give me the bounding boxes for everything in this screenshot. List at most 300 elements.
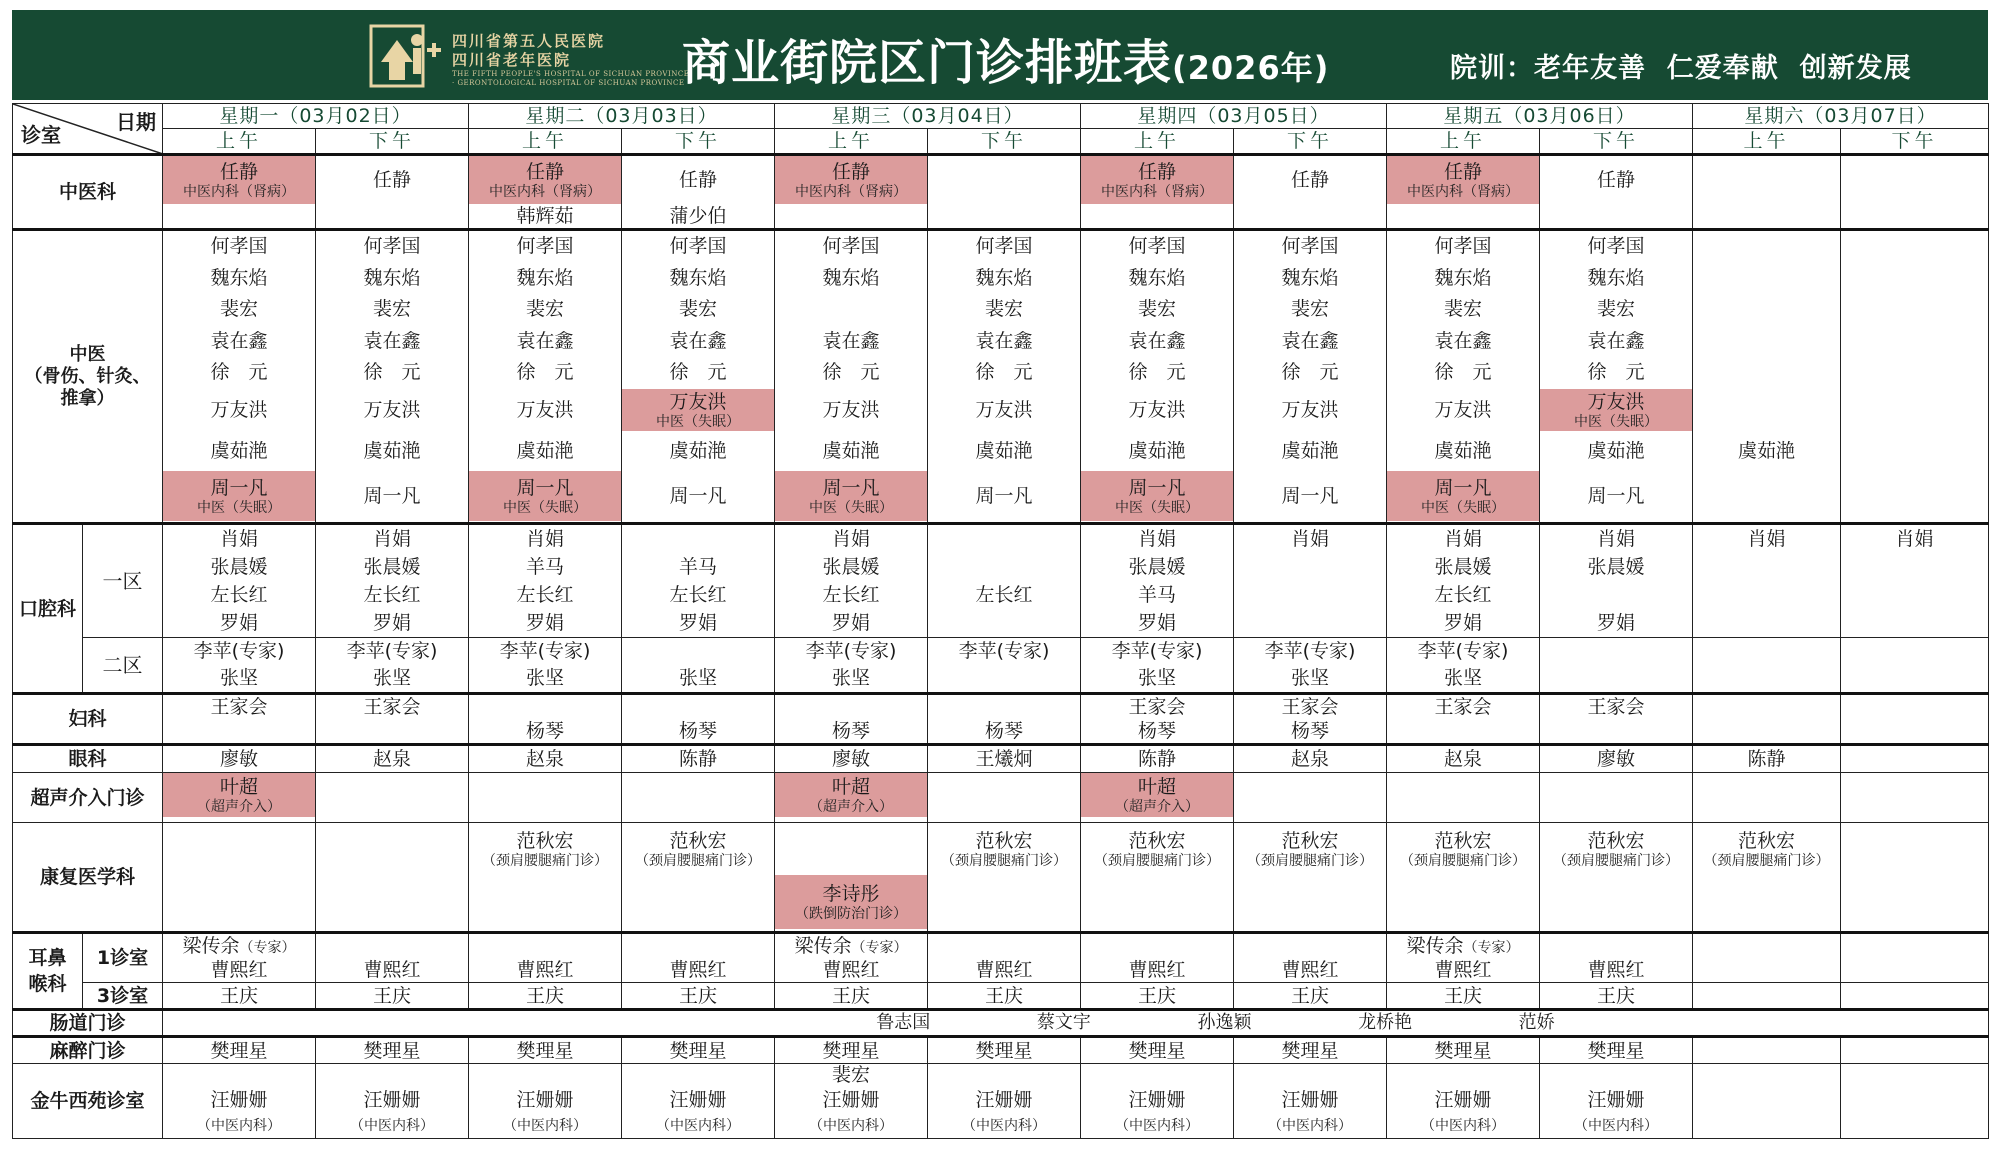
doctor-name: 肖娟 bbox=[1137, 528, 1176, 550]
doctor-block bbox=[316, 553, 468, 581]
schedule-cell bbox=[1081, 694, 1234, 745]
schedule-cell bbox=[1693, 638, 1841, 694]
doctor-block bbox=[316, 231, 468, 263]
doctor-block bbox=[1693, 389, 1840, 431]
doctor-block bbox=[316, 1064, 468, 1086]
doctor-name: 肖娟 bbox=[525, 528, 564, 550]
doctor-name: 杨琴 bbox=[678, 720, 717, 742]
doctor-name: 万友洪 bbox=[1434, 398, 1492, 421]
doctor-block bbox=[1081, 638, 1233, 665]
doctor-name: 袁在鑫 bbox=[1281, 329, 1339, 352]
schedule-cell bbox=[1540, 933, 1693, 983]
doctor-block bbox=[1081, 1114, 1233, 1134]
clinic-note: （颈肩腰腿痛门诊） bbox=[1400, 853, 1526, 869]
doctor-block bbox=[316, 525, 468, 553]
doctor-name: 汪姗姗 bbox=[210, 1089, 268, 1111]
doctor-block bbox=[775, 389, 927, 431]
doctor-block bbox=[1540, 1114, 1692, 1134]
schedule-cell bbox=[775, 1037, 928, 1064]
schedule-cell bbox=[1234, 1037, 1387, 1064]
schedule-table bbox=[12, 103, 1989, 1139]
doctor-block bbox=[622, 581, 774, 609]
doctor-block bbox=[775, 431, 927, 471]
doctor-block bbox=[1081, 934, 1233, 958]
doctor-block bbox=[622, 875, 774, 929]
doctor-block bbox=[1841, 357, 1988, 389]
doctor-block bbox=[1387, 294, 1539, 326]
doctor-block bbox=[1387, 553, 1539, 581]
doctor-name: 魏东焰 bbox=[516, 266, 574, 289]
doctor-name: 樊理星 bbox=[1281, 1039, 1339, 1062]
doctor-name: 周一凡 bbox=[210, 476, 268, 499]
doctor-block bbox=[1387, 389, 1539, 431]
am-label: 上午 bbox=[1439, 130, 1486, 152]
doctor-block bbox=[1540, 875, 1692, 929]
doctor-name: 王庆 bbox=[1290, 984, 1329, 1007]
doctor-block bbox=[1234, 609, 1386, 637]
doctor-block bbox=[1540, 1064, 1692, 1086]
doctor-name: 虞茹滟 bbox=[1587, 439, 1645, 462]
doctor-block bbox=[1234, 665, 1386, 692]
schedule-cell bbox=[316, 773, 469, 823]
doctor-name: 徐 元 bbox=[210, 361, 268, 383]
doctor-name: 李苹(专家) bbox=[1417, 640, 1509, 662]
intestinal-staff-list bbox=[163, 1011, 1988, 1035]
doctor-block bbox=[1540, 695, 1692, 719]
doctor-name: 孙逸颖 bbox=[1197, 1012, 1252, 1033]
doctor-block bbox=[469, 609, 621, 637]
doctor-block bbox=[316, 471, 468, 521]
schedule-cell bbox=[1693, 1037, 1841, 1064]
doctor-name: 徐 元 bbox=[1587, 361, 1645, 383]
doctor-block bbox=[163, 156, 315, 204]
doctor-block bbox=[316, 665, 468, 692]
doctor-block bbox=[1387, 875, 1539, 929]
doctor-block bbox=[1234, 263, 1386, 295]
doctor-name: 罗娟 bbox=[831, 612, 870, 634]
doctor-name: 任静 bbox=[219, 161, 258, 183]
doctor-block bbox=[1540, 294, 1692, 326]
doctor-name: 曹熙红 bbox=[363, 959, 421, 981]
schedule-cell bbox=[1387, 524, 1540, 638]
doctor-block bbox=[1841, 1064, 1988, 1086]
doctor-block bbox=[316, 263, 468, 295]
doctor-name: 罗娟 bbox=[525, 612, 564, 634]
doctor-name: 万友洪 bbox=[669, 390, 727, 413]
doctor-block bbox=[1693, 263, 1840, 295]
day-label: 星期六（03月07日） bbox=[1744, 105, 1937, 127]
schedule-cell bbox=[316, 1037, 469, 1064]
doctor-name: 范秋宏 bbox=[1281, 830, 1339, 852]
doctor-block bbox=[469, 389, 621, 431]
schedule-cell bbox=[622, 155, 775, 230]
schedule-cell bbox=[469, 745, 622, 773]
schedule-cell bbox=[163, 933, 316, 983]
doctor-block bbox=[1081, 695, 1233, 719]
am-label: 上午 bbox=[215, 130, 262, 152]
doctor-block bbox=[469, 1114, 621, 1134]
day-label: 星期三（03月04日） bbox=[831, 105, 1024, 127]
doctor-block bbox=[1081, 294, 1233, 326]
clinic-note: （中医内科） bbox=[809, 1118, 893, 1134]
doctor-block bbox=[622, 773, 774, 817]
doctor-name: 张坚 bbox=[372, 667, 411, 689]
doctor-block bbox=[163, 1114, 315, 1134]
doctor-block bbox=[1081, 1086, 1233, 1114]
doctor-block bbox=[622, 638, 774, 665]
doctor-block bbox=[469, 719, 621, 743]
doctor-name: 袁在鑫 bbox=[1128, 329, 1186, 352]
doctor-block bbox=[469, 958, 621, 982]
schedule-cell bbox=[1081, 1064, 1234, 1139]
doctor-block bbox=[1693, 638, 1840, 665]
doctor-name: 范秋宏 bbox=[1128, 830, 1186, 852]
doctor-block bbox=[316, 431, 468, 471]
doctor-block bbox=[1081, 326, 1233, 358]
doctor-block bbox=[1081, 263, 1233, 295]
doctor-block bbox=[775, 471, 927, 521]
doctor-block bbox=[775, 719, 927, 743]
clinic-note: （中医内科） bbox=[1268, 1118, 1352, 1134]
am-label: 上午 bbox=[521, 130, 568, 152]
doctor-block bbox=[163, 958, 315, 982]
doctor-block bbox=[469, 357, 621, 389]
doctor-name: 肖娟 bbox=[1443, 528, 1482, 550]
doctor-name: 何孝国 bbox=[363, 235, 421, 257]
schedule-cell bbox=[469, 694, 622, 745]
doctor-name: 周一凡 bbox=[363, 484, 421, 507]
schedule-cell bbox=[163, 773, 316, 823]
doctor-block bbox=[1540, 773, 1692, 817]
doctor-name: 虞茹滟 bbox=[1434, 439, 1492, 462]
doctor-block bbox=[1540, 958, 1692, 982]
hospital-name-en: THE FIFTH PEOPLE'S HOSPITAL OF SICHUAN PROVINCE · GERONTOLOGICAL HOSPITAL OF SICHUAN PROVINCE bbox=[452, 70, 690, 87]
schedule-cell bbox=[469, 1037, 622, 1064]
doctor-name: 张坚 bbox=[1443, 667, 1482, 689]
doctor-name: 罗娟 bbox=[219, 612, 258, 634]
doctor-name: 裴宏 bbox=[1596, 298, 1635, 320]
corner-label-date: 日期 bbox=[116, 110, 156, 134]
doctor-name: 裴宏 bbox=[1290, 298, 1329, 320]
clinic-note: 中医内科（肾病） bbox=[489, 184, 601, 200]
schedule-cell bbox=[1081, 230, 1234, 524]
doctor-block bbox=[316, 156, 468, 204]
doctor-block bbox=[1841, 958, 1988, 982]
doctor-name: 王爔炯 bbox=[975, 748, 1033, 770]
dept-tcm-ortho bbox=[13, 230, 163, 524]
doctor-block bbox=[775, 326, 927, 358]
clinic-note: （专家） bbox=[239, 940, 296, 956]
doctor-block bbox=[622, 958, 774, 982]
doctor-name: 龙桥艳 bbox=[1358, 1012, 1413, 1033]
doctor-block bbox=[163, 263, 315, 295]
doctor-name: 周一凡 bbox=[1587, 484, 1645, 507]
doctor-block bbox=[1693, 1086, 1840, 1114]
doctor-name: 张晨媛 bbox=[1587, 556, 1645, 578]
clinic-note: （中医内科） bbox=[503, 1118, 587, 1134]
doctor-name: 范秋宏 bbox=[975, 830, 1033, 852]
doctor-name: 虞茹滟 bbox=[669, 439, 727, 462]
clinic-note: （超声介入） bbox=[197, 799, 281, 815]
clinic-note: （中医内科） bbox=[1421, 1118, 1505, 1134]
schedule-cell bbox=[469, 773, 622, 823]
doctor-name: 万友洪 bbox=[975, 398, 1033, 421]
doctor-name: 杨琴 bbox=[525, 720, 564, 742]
doctor-name: 何孝国 bbox=[669, 235, 727, 257]
doctor-block bbox=[1540, 471, 1692, 521]
doctor-block bbox=[775, 156, 927, 204]
doctor-block bbox=[775, 263, 927, 295]
schedule-cell bbox=[928, 745, 1081, 773]
doctor-name: 何孝国 bbox=[975, 235, 1033, 257]
doctor-name: 王家会 bbox=[1434, 696, 1492, 718]
clinic-note: （中医内科） bbox=[1574, 1118, 1658, 1134]
doctor-name: 王家会 bbox=[1281, 696, 1339, 718]
dental-zone-2 bbox=[83, 638, 163, 694]
doctor-block bbox=[1081, 357, 1233, 389]
room-label: 1诊室 bbox=[96, 947, 149, 969]
am-label: 上午 bbox=[1133, 130, 1180, 152]
dept-label: 中医科 bbox=[58, 181, 116, 203]
schedule-cell bbox=[775, 745, 928, 773]
doctor-block bbox=[775, 1114, 927, 1134]
schedule-cell bbox=[1081, 745, 1234, 773]
doctor-name: 曹熙红 bbox=[210, 959, 268, 981]
clinic-note: 中医（失眠） bbox=[1574, 413, 1658, 430]
schedule-cell bbox=[775, 773, 928, 823]
doctor-name: 汪姗姗 bbox=[669, 1089, 727, 1111]
doctor-block bbox=[469, 773, 621, 817]
doctor-block bbox=[1693, 357, 1840, 389]
doctor-name: 王庆 bbox=[1137, 984, 1176, 1007]
doctor-block bbox=[163, 665, 315, 692]
doctor-block bbox=[469, 326, 621, 358]
doctor-name: 徐 元 bbox=[669, 361, 727, 383]
doctor-block bbox=[1387, 1064, 1539, 1086]
doctor-block bbox=[1693, 431, 1840, 471]
doctor-name: 张晨媛 bbox=[210, 556, 268, 578]
doctor-block bbox=[1387, 581, 1539, 609]
doctor-block bbox=[928, 609, 1080, 637]
doctor-block bbox=[928, 263, 1080, 295]
doctor-block bbox=[1387, 204, 1539, 228]
doctor-name: 肖娟 bbox=[219, 528, 258, 550]
doctor-name: 魏东焰 bbox=[1587, 266, 1645, 289]
schedule-cell bbox=[1234, 933, 1387, 983]
schedule-cell bbox=[1234, 1064, 1387, 1139]
doctor-block bbox=[622, 389, 774, 431]
doctor-block bbox=[316, 204, 468, 228]
schedule-cell bbox=[1540, 745, 1693, 773]
doctor-block bbox=[163, 1086, 315, 1114]
schedule-cell bbox=[775, 638, 928, 694]
doctor-block bbox=[1234, 357, 1386, 389]
doctor-block bbox=[1693, 553, 1840, 581]
doctor-block bbox=[928, 231, 1080, 263]
doctor-block bbox=[1387, 156, 1539, 204]
schedule-cell bbox=[1841, 983, 1989, 1010]
doctor-name: 王庆 bbox=[678, 984, 717, 1007]
doctor-name: 何孝国 bbox=[822, 235, 880, 257]
ent-room-1 bbox=[83, 933, 163, 983]
doctor-name: 左长红 bbox=[669, 584, 727, 606]
doctor-name: 曹熙红 bbox=[822, 959, 880, 981]
doctor-name: 裴宏 bbox=[831, 1064, 870, 1086]
schedule-cell bbox=[622, 983, 775, 1010]
doctor-block bbox=[1540, 823, 1692, 875]
doctor-block bbox=[928, 204, 1080, 228]
doctor-block bbox=[316, 609, 468, 637]
doctor-block bbox=[1081, 665, 1233, 692]
doctor-name: 肖娟 bbox=[1895, 528, 1934, 550]
schedule-cell bbox=[1081, 983, 1234, 1010]
doctor-block bbox=[316, 875, 468, 929]
doctor-name: 裴宏 bbox=[525, 298, 564, 320]
doctor-name: 罗娟 bbox=[372, 612, 411, 634]
zone-label: 一区 bbox=[102, 569, 143, 593]
doctor-block bbox=[622, 326, 774, 358]
am-header bbox=[163, 129, 316, 155]
doctor-block bbox=[622, 525, 774, 553]
doctor-block bbox=[163, 719, 315, 743]
schedule-cell bbox=[1540, 983, 1693, 1010]
doctor-block bbox=[1234, 326, 1386, 358]
doctor-block bbox=[775, 1064, 927, 1086]
dept-jinniu bbox=[13, 1064, 163, 1139]
doctor-name: 王家会 bbox=[363, 696, 421, 718]
doctor-name: 廖敏 bbox=[219, 748, 258, 770]
corner-label-room: 诊室 bbox=[21, 123, 61, 147]
schedule-cell bbox=[1841, 745, 1989, 773]
schedule-cell bbox=[775, 1064, 928, 1139]
doctor-block bbox=[1841, 719, 1988, 743]
doctor-block bbox=[469, 156, 621, 204]
doctor-name: 张晨媛 bbox=[1434, 556, 1492, 578]
doctor-block bbox=[1841, 665, 1988, 692]
day-header bbox=[1387, 104, 1693, 129]
schedule-cell bbox=[1234, 638, 1387, 694]
doctor-block bbox=[1693, 719, 1840, 743]
doctor-block bbox=[1234, 156, 1386, 204]
doctor-block bbox=[1081, 581, 1233, 609]
doctor-name: 虞茹滟 bbox=[822, 439, 880, 462]
doctor-block bbox=[1540, 719, 1692, 743]
doctor-name: 王家会 bbox=[1587, 696, 1645, 718]
schedule-cell bbox=[163, 983, 316, 1010]
doctor-name: 徐 元 bbox=[1128, 361, 1186, 383]
doctor-block bbox=[316, 357, 468, 389]
doctor-name: 杨琴 bbox=[984, 720, 1023, 742]
schedule-cell bbox=[1387, 1064, 1540, 1139]
doctor-block bbox=[163, 773, 315, 817]
doctor-block bbox=[1234, 471, 1386, 521]
doctor-name: 任静 bbox=[525, 161, 564, 183]
doctor-block bbox=[1841, 431, 1988, 471]
doctor-name: 梁传余 bbox=[794, 935, 852, 957]
doctor-name: 李诗彤 bbox=[822, 883, 880, 905]
doctor-block bbox=[1387, 431, 1539, 471]
doctor-name: 王庆 bbox=[984, 984, 1023, 1007]
dept-label: 中医 （骨伤、针灸、 推拿） bbox=[24, 343, 151, 409]
doctor-block bbox=[1387, 719, 1539, 743]
doctor-block bbox=[1540, 665, 1692, 692]
schedule-cell bbox=[775, 983, 928, 1010]
pm-header bbox=[1540, 129, 1693, 155]
doctor-name: 魏东焰 bbox=[975, 266, 1033, 289]
schedule-cell bbox=[1387, 823, 1540, 933]
doctor-block bbox=[1540, 581, 1692, 609]
doctor-name: 徐 元 bbox=[516, 361, 574, 383]
doctor-name: 周一凡 bbox=[669, 484, 727, 507]
schedule-cell bbox=[469, 933, 622, 983]
dept-label: 金牛西苑诊室 bbox=[30, 1090, 145, 1112]
doctor-name: 何孝国 bbox=[1128, 235, 1186, 257]
doctor-block bbox=[1540, 204, 1692, 228]
doctor-name: 汪姗姗 bbox=[516, 1089, 574, 1111]
am-label: 上午 bbox=[1743, 130, 1790, 152]
am-header bbox=[775, 129, 928, 155]
schedule-cell bbox=[1693, 155, 1841, 230]
doctor-block bbox=[928, 638, 1080, 665]
clinic-note: （中医内科） bbox=[350, 1118, 434, 1134]
doctor-block bbox=[928, 1064, 1080, 1086]
doctor-block bbox=[928, 431, 1080, 471]
doctor-block bbox=[1387, 665, 1539, 692]
schedule-cell bbox=[1693, 933, 1841, 983]
clinic-note: 中医（失眠） bbox=[1421, 499, 1505, 516]
doctor-name: 任静 bbox=[1290, 169, 1329, 191]
schedule-cell bbox=[469, 1064, 622, 1139]
schedule-cell bbox=[622, 694, 775, 745]
doctor-name: 樊理星 bbox=[1128, 1039, 1186, 1062]
doctor-block bbox=[1841, 823, 1988, 875]
doctor-block bbox=[1387, 231, 1539, 263]
doctor-block bbox=[1081, 875, 1233, 929]
doctor-name: 魏东焰 bbox=[822, 266, 880, 289]
doctor-name: 王庆 bbox=[372, 984, 411, 1007]
doctor-block bbox=[1081, 431, 1233, 471]
clinic-note: （颈肩腰腿痛门诊） bbox=[635, 853, 761, 869]
schedule-cell bbox=[469, 524, 622, 638]
schedule-cell bbox=[1081, 155, 1234, 230]
doctor-block bbox=[469, 471, 621, 521]
doctor-name: 肖娟 bbox=[1596, 528, 1635, 550]
doctor-block bbox=[1234, 294, 1386, 326]
doctor-name: 袁在鑫 bbox=[516, 329, 574, 352]
doctor-block bbox=[1081, 231, 1233, 263]
clinic-note: （中医内科） bbox=[1115, 1118, 1199, 1134]
doctor-block bbox=[1081, 471, 1233, 521]
clinic-note: 中医（失眠） bbox=[197, 499, 281, 516]
doctor-name: 虞茹滟 bbox=[516, 439, 574, 462]
doctor-block bbox=[469, 431, 621, 471]
schedule-cell bbox=[1387, 638, 1540, 694]
dept-label: 耳鼻 喉科 bbox=[28, 947, 67, 995]
doctor-name: 左长红 bbox=[1434, 584, 1492, 606]
doctor-block bbox=[775, 638, 927, 665]
doctor-block bbox=[1693, 875, 1840, 929]
schedule-cell bbox=[1540, 694, 1693, 745]
doctor-name: 魏东焰 bbox=[1128, 266, 1186, 289]
doctor-block bbox=[928, 823, 1080, 875]
doctor-block bbox=[622, 156, 774, 204]
doctor-name: 王庆 bbox=[525, 984, 564, 1007]
doctor-block bbox=[469, 875, 621, 929]
schedule-cell bbox=[775, 524, 928, 638]
doctor-block bbox=[1693, 525, 1840, 553]
doctor-block bbox=[928, 581, 1080, 609]
clinic-note: 中医内科（肾病） bbox=[1101, 184, 1213, 200]
